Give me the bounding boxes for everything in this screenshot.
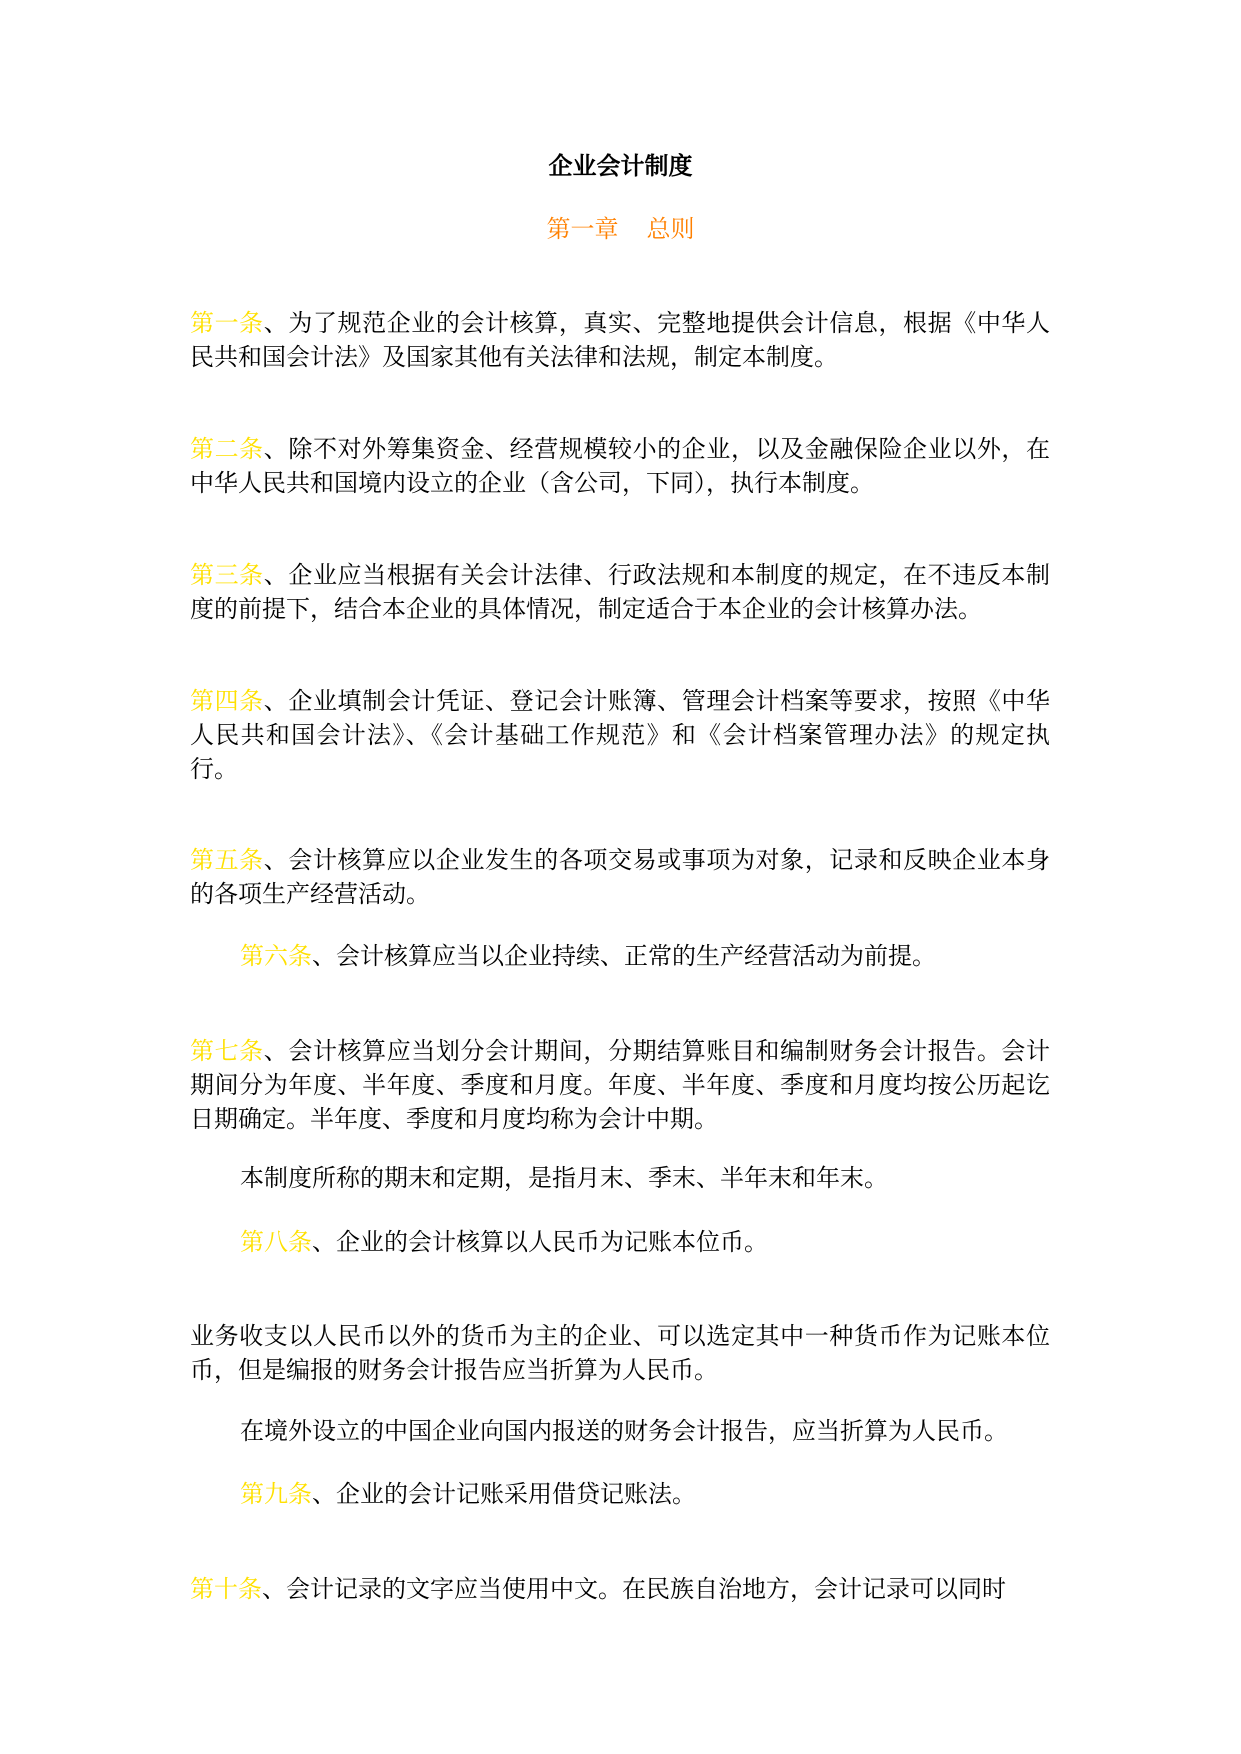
article-9 [190, 1477, 1050, 1511]
paragraph-text: 在境外设立的中国企业向国内报送的财务会计报告，应当折算为人民币。 [240, 1417, 1008, 1445]
article-1 [190, 306, 1050, 374]
article-number: 第一条 [190, 309, 264, 337]
paragraph-foreign-currency [190, 1319, 1050, 1387]
article-text: 、为了规范企业的会计核算，真实、完整地提供会计信息，根据《中华人民共和国会计法》及国家其他有关法律和法规，制定本制度。 [190, 309, 1050, 371]
article-text: 、会计核算应当划分会计期间，分期结算账目和编制财务会计报告。会计期间分为年度、半年度、季度和月度。年度、半年度、季度和月度均按公历起讫日期确定。半年度、季度和月度均称为会计中期。 [190, 1037, 1050, 1133]
article-text: 、企业填制会计凭证、登记会计账簿、管理会计档案等要求，按照《中华人民共和国会计法》、《会计基础工作规范》和《会计档案管理办法》的规定执行。 [190, 687, 1050, 783]
article-text: 、会计记录的文字应当使用中文。在民族自治地方，会计记录可以同时 [262, 1575, 1006, 1603]
chapter-name: 总则 [646, 215, 695, 243]
article-text: 、企业应当根据有关会计法律、行政法规和本制度的规定，在不违反本制度的前提下，结合本企业的具体情况，制定适合于本企业的会计核算办法。 [190, 561, 1050, 623]
article-text: 、企业的会计记账采用借贷记账法。 [312, 1480, 696, 1508]
article-number: 第九条 [240, 1480, 312, 1508]
article-number: 第三条 [190, 561, 264, 589]
article-number: 第十条 [190, 1575, 262, 1603]
article-text: 、除不对外筹集资金、经营规模较小的企业，以及金融保险企业以外，在中华人民共和国境内设立的企业（含公司，下同），执行本制度。 [190, 435, 1050, 497]
article-text: 、会计核算应以企业发生的各项交易或事项为对象，记录和反映企业本身的各项生产经营活动。 [190, 846, 1050, 908]
article-number: 第六条 [240, 942, 312, 970]
article-number: 第四条 [190, 687, 264, 715]
article-5 [190, 843, 1050, 911]
paragraph-overseas-enterprise [190, 1414, 1050, 1448]
paragraph-period-definition [190, 1161, 1050, 1195]
article-text: 、企业的会计核算以人民币为记账本位币。 [312, 1228, 768, 1256]
article-text: 、会计核算应当以企业持续、正常的生产经营活动为前提。 [312, 942, 936, 970]
document-title: 企业会计制度 [548, 152, 693, 180]
chapter-number: 第一章 [546, 215, 619, 243]
article-10 [190, 1572, 1050, 1606]
chapter-heading [0, 213, 1241, 245]
article-number: 第八条 [240, 1228, 312, 1256]
paragraph-text: 业务收支以人民币以外的货币为主的企业、可以选定其中一种货币作为记账本位币，但是编报的财务会计报告应当折算为人民币。 [190, 1322, 1050, 1384]
article-8 [190, 1225, 1050, 1259]
article-4 [190, 684, 1050, 786]
article-number: 第二条 [190, 435, 264, 463]
article-3 [190, 558, 1050, 626]
article-number: 第五条 [190, 846, 264, 874]
article-6 [190, 939, 1050, 973]
article-2 [190, 432, 1050, 500]
paragraph-text: 本制度所称的期末和定期，是指月末、季末、半年末和年末。 [240, 1164, 888, 1192]
article-7 [190, 1034, 1050, 1136]
article-number: 第七条 [190, 1037, 264, 1065]
